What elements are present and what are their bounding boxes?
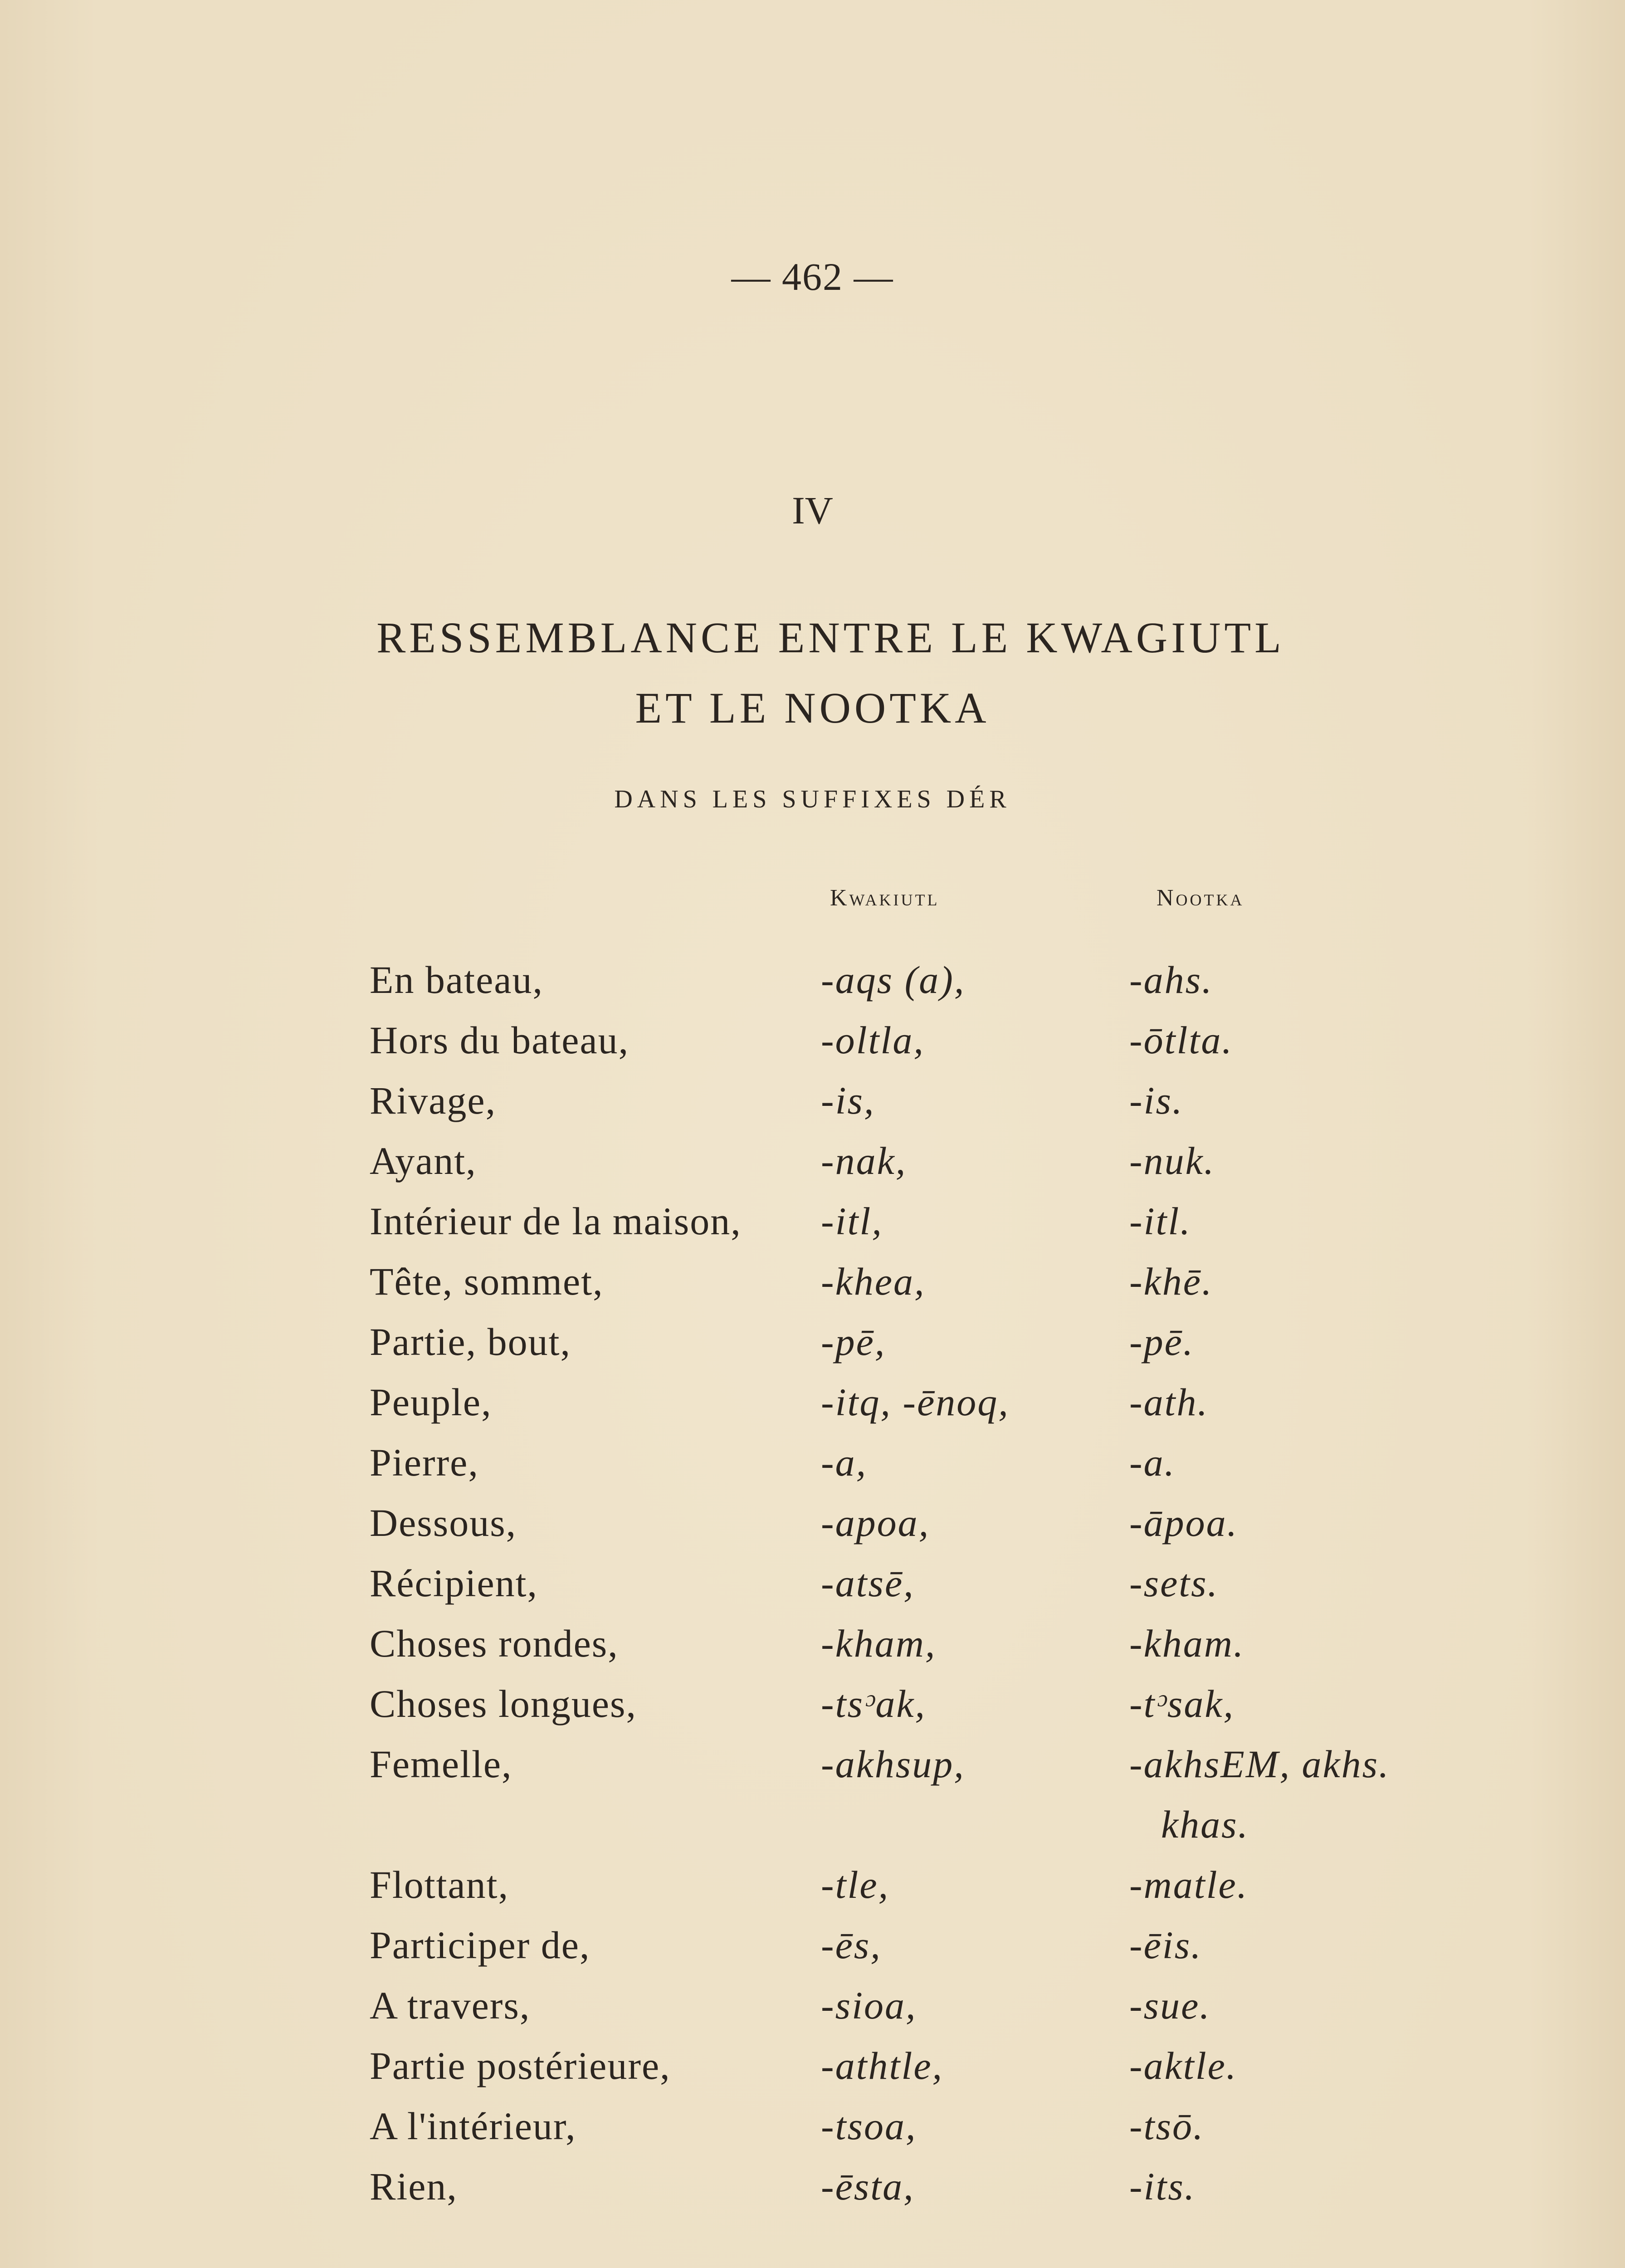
french-term: Choses rondes, [370, 1622, 619, 1665]
kwakiutl-suffix: -nak, [821, 1139, 907, 1183]
table-row [0, 1078, 1625, 1138]
french-term: Participer de, [370, 1923, 590, 1967]
french-term: Récipient, [370, 1561, 538, 1605]
kwakiutl-suffix: -pē, [821, 1320, 886, 1364]
nootka-suffix: -sue. [1129, 1984, 1211, 2027]
french-term: Pierre, [370, 1441, 479, 1484]
nootka-suffix: -nuk. [1129, 1139, 1215, 1183]
french-term: Dessous, [370, 1501, 517, 1545]
french-term: Tête, sommet, [370, 1260, 604, 1303]
french-term: Intérieur de la maison, [370, 1199, 742, 1243]
table-row [0, 1017, 1625, 1078]
nootka-suffix: -tᵓsak, [1129, 1682, 1235, 1725]
nootka-suffix: -ahs. [1129, 958, 1213, 1002]
table-row [0, 1983, 1625, 2043]
table-row [0, 2043, 1625, 2103]
french-term: A l'intérieur, [370, 2104, 576, 2148]
table-row [0, 1500, 1625, 1560]
column-header-nootka: Nootka [1157, 885, 1244, 911]
table-row [0, 1862, 1625, 1922]
nootka-suffix: -its. [1129, 2165, 1196, 2208]
french-term: Partie, bout, [370, 1320, 571, 1364]
nootka-suffix: -ōtlta. [1129, 1018, 1233, 1062]
kwakiutl-suffix: -kham, [821, 1622, 937, 1665]
nootka-suffix: -a. [1129, 1441, 1176, 1484]
french-term: Hors du bateau, [370, 1018, 630, 1062]
nootka-suffix: -pē. [1129, 1320, 1195, 1364]
kwakiutl-suffix: -apoa, [821, 1501, 930, 1545]
nootka-suffix: -ēis. [1129, 1923, 1202, 1967]
french-term: Flottant, [370, 1863, 509, 1906]
kwakiutl-suffix: -akhsup, [821, 1742, 965, 1786]
kwakiutl-suffix: -aqs (a), [821, 958, 966, 1002]
kwakiutl-suffix: -itq, -ēnoq, [821, 1380, 1010, 1424]
kwakiutl-suffix: -a, [821, 1441, 868, 1484]
french-term: Rivage, [370, 1079, 497, 1122]
french-term: En bateau, [370, 958, 543, 1002]
kwakiutl-suffix: -itl, [821, 1199, 883, 1243]
table-row [0, 1621, 1625, 1681]
section-subtitle: DANS LES SUFFIXES DÉR [614, 785, 1011, 813]
nootka-suffix-continuation: khas. [1161, 1803, 1249, 1846]
kwakiutl-suffix: -atsē, [821, 1561, 915, 1605]
table-row [0, 1379, 1625, 1440]
table-row [0, 1138, 1625, 1198]
nootka-suffix: -khē. [1129, 1260, 1213, 1303]
kwakiutl-suffix: -tle, [821, 1863, 890, 1906]
kwakiutl-suffix: -tsᵓak, [821, 1682, 927, 1725]
table-row [0, 1198, 1625, 1259]
french-term: Choses longues, [370, 1682, 637, 1725]
french-term: Ayant, [370, 1139, 477, 1183]
kwakiutl-suffix: -khea, [821, 1260, 926, 1303]
table-row [0, 1560, 1625, 1621]
nootka-suffix: -matle. [1129, 1863, 1249, 1906]
french-term: A travers, [370, 1984, 531, 2027]
table-row [0, 1681, 1625, 1741]
nootka-suffix: -sets. [1129, 1561, 1219, 1605]
table-row [0, 957, 1625, 1017]
kwakiutl-suffix: -ēsta, [821, 2165, 915, 2208]
kwakiutl-suffix: -sioa, [821, 1984, 917, 2027]
nootka-suffix: -aktle. [1129, 2044, 1238, 2087]
french-term: Peuple, [370, 1380, 492, 1424]
nootka-suffix: -is. [1129, 1079, 1184, 1122]
table-row [0, 1440, 1625, 1500]
table-row [0, 2103, 1625, 2164]
nootka-suffix: -āpoa. [1129, 1501, 1239, 1545]
french-term: Femelle, [370, 1742, 512, 1786]
section-title-line-2: ET LE NOOTKA [635, 684, 990, 732]
section-title-line-1: RESSEMBLANCE ENTRE LE KWAGIUTL [376, 613, 1285, 662]
kwakiutl-suffix: -is, [821, 1079, 875, 1122]
suffix-table [0, 957, 1625, 2224]
nootka-suffix: -tsō. [1129, 2104, 1205, 2148]
table-row [0, 1259, 1625, 1319]
nootka-suffix: -itl. [1129, 1199, 1191, 1243]
table-row [0, 1319, 1625, 1379]
kwakiutl-suffix: -tsoa, [821, 2104, 917, 2148]
kwakiutl-suffix: -ēs, [821, 1923, 882, 1967]
page-number: — 462 — [731, 255, 894, 298]
french-term: Partie postérieure, [370, 2044, 671, 2087]
table-row [0, 1922, 1625, 1983]
kwakiutl-suffix: -athtle, [821, 2044, 943, 2087]
table-row [0, 2164, 1625, 2224]
kwakiutl-suffix: -oltla, [821, 1018, 925, 1062]
nootka-suffix: -kham. [1129, 1622, 1245, 1665]
column-header-kwakiutl: Kwakiutl [830, 885, 940, 911]
french-term: Rien, [370, 2165, 458, 2208]
section-numeral: IV [792, 489, 833, 532]
table-row [0, 1741, 1625, 1862]
nootka-suffix: -akhsEM, akhs. [1129, 1742, 1390, 1786]
nootka-suffix: -ath. [1129, 1380, 1209, 1424]
